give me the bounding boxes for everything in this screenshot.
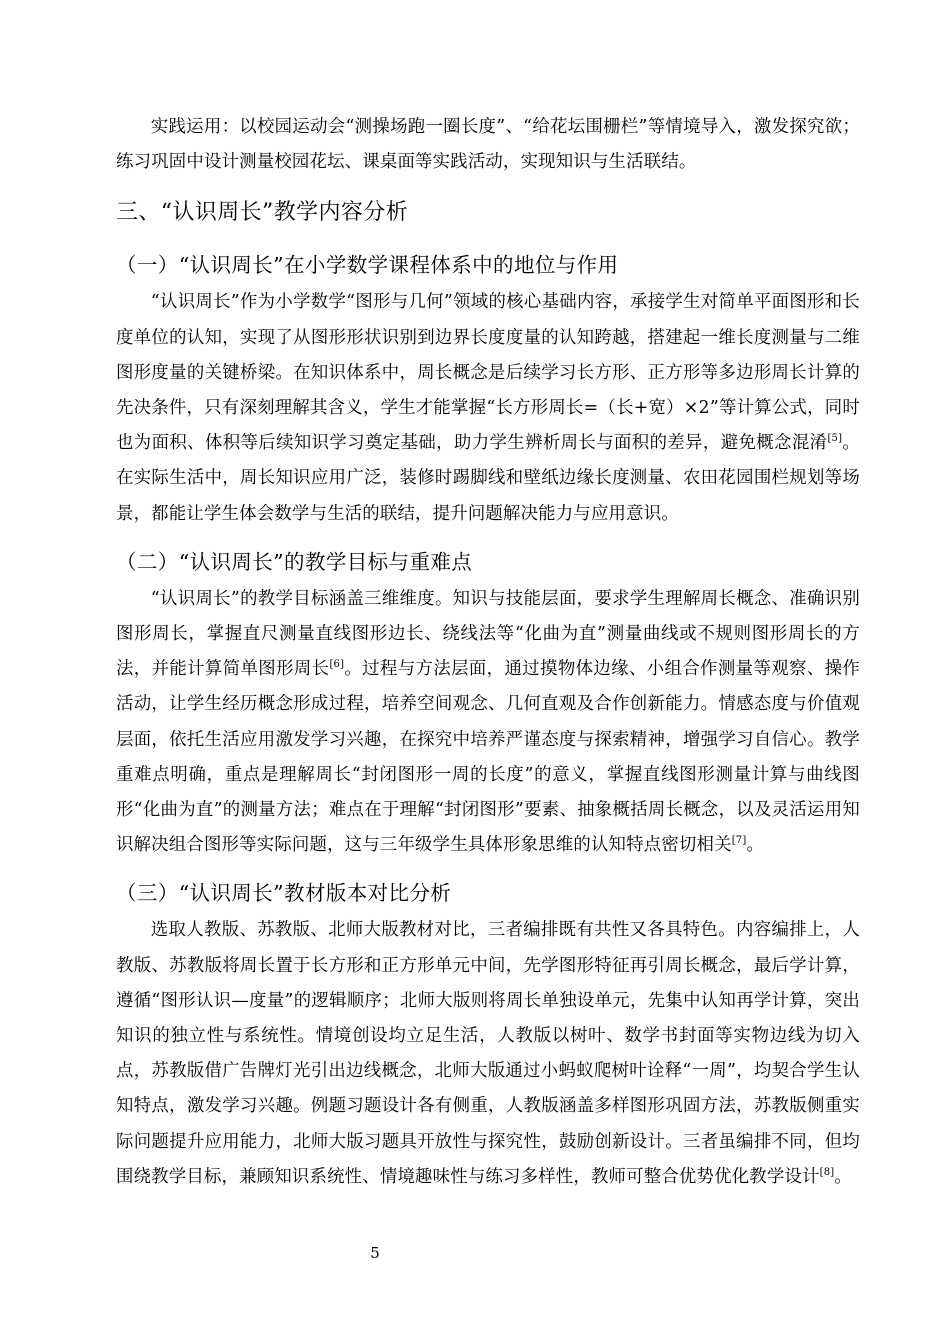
paragraph-text: “认识周长”作为小学数学“图形与几何”领域的核心基础内容，承接学生对简单平面图形和长度单位的认知，实现了从图形形状识别到边界长度度量的认知跨越，搭建起一维长度测量与二维图形度量的关键桥梁。在知识体系中，周长概念是后续学习长方形、正方形等多边形周长计算的先决条件，只有深刻理解其含义，学生才能掌握“长方形周长=（长+宽）×2”等计算公式，同时也为面积、体积等后续知识学习奠定基础，助力学生辨析周长与面积的差异，避免概念混淆	[116, 292, 860, 454]
subsection-3-paragraph	[116, 913, 860, 1195]
paragraph-text: 。过程与方法层面，通过摸物体边缘、小组合作测量等观察、操作活动，让学生经历概念形成过程，培养空间观念、几何直观及合作创新能力。情感态度与价值观层面，依托生活应用激发学习兴趣，在探究中培养严谨态度与探索精神，增强学习自信心。教学重难点明确，重点是理解周长“封闭图形一周的长度”的意义，掌握直线图形测量计算与曲线图形“化曲为直”的测量方法；难点在于理解“封闭图形”要素、抽象概括周长概念，以及灵活运用知识解决组合图形等实际问题，这与三年级学生具体形象思维的认知特点密切相关	[116, 659, 860, 856]
citation-7: [7]	[731, 835, 747, 847]
paragraph-text: 选取人教版、苏教版、北师大版教材对比，三者编排既有共性又各具特色。内容编排上，人教版、苏教版将周长置于长方形和正方形单元中间，先学图形特征再引周长概念，最后学计算，遵循“图形认识—度量”的逻辑顺序；北师大版则将周长单独设单元，先集中认知再学计算，突出知识的独立性与系统性。情境创设均立足生活，人教版以树叶、数学书封面等实物边线为切入点，苏教版借广告牌灯光引出边线概念，北师大版通过小蚂蚁爬树叶诠释“一周”，均契合学生认知特点，激发学习兴趣。例题习题设计各有侧重，人教版涵盖多样图形巩固方法，苏教版侧重实际问题提升应用能力，北师大版习题具开放性与探究性，鼓励创新设计。三者虽编排不同，但均围绕教学目标，兼顾知识系统性、情境趣味性与练习多样性，教师可整合优势优化教学设计	[116, 920, 860, 1187]
paragraph-text: 。	[746, 835, 765, 856]
subsection-2-heading: （二）“认识周长”的教学目标与重难点	[116, 549, 473, 574]
paragraph-text: 。	[834, 1166, 852, 1187]
citation-6: [6]	[329, 659, 345, 671]
section-3-heading: 三、“认识周长”教学内容分析	[116, 200, 409, 226]
paragraph-text: “认识周长”的教学目标涵盖三维维度。知识与技能层面，要求学生理解周长概念、准确识别图形周长，掌握直尺测量直线图形边长、绕线法等“化曲为直”测量曲线或不规则图形周长的方法，并能计算简单图形周长	[116, 588, 860, 680]
paragraph-practice: 实践运用：以校园运动会“测操场跑一圈长度”、“给花坛围栅栏”等情境导入，激发探究欲；练习巩固中设计测量校园花坛、课桌面等实践活动，实现知识与生活联结。	[116, 117, 860, 173]
page-number: 5	[370, 1244, 380, 1262]
subsection-1-heading: （一）“认识周长”在小学数学课程体系中的地位与作用	[116, 253, 619, 278]
citation-5: [5]	[827, 433, 843, 445]
subsection-1-paragraph	[116, 285, 860, 531]
subsection-3-heading: （三）“认识周长”教材版本对比分析	[116, 881, 452, 906]
subsection-2-paragraph	[116, 582, 860, 864]
page-content	[116, 110, 860, 1195]
citation-8: [8]	[819, 1166, 835, 1178]
paragraph-text: 。在实际生活中，周长知识应用广泛，装修时踢脚线和壁纸边缘长度测量、农田花园围栏规划等场景，都能让学生体会数学与生活的联结，提升问题解决能力与应用意识。	[116, 433, 860, 524]
